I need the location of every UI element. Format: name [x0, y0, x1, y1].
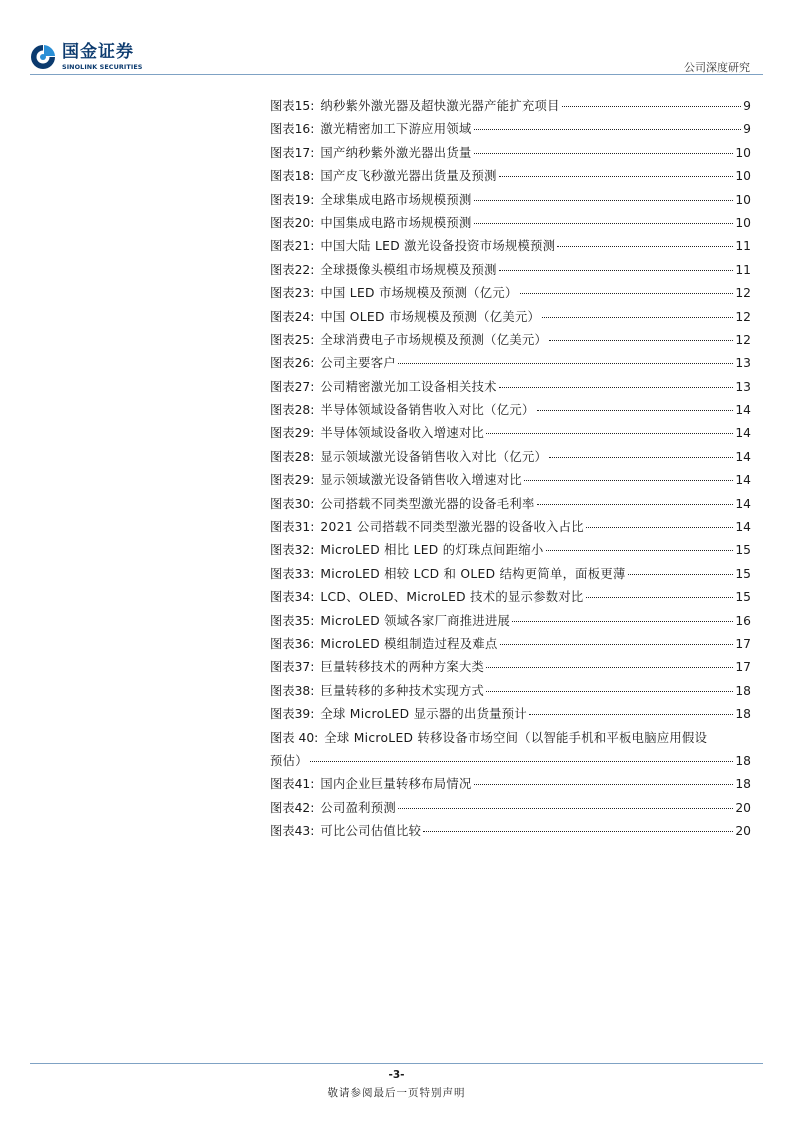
toc-entry-page: 20 [735, 824, 751, 839]
toc-entry[interactable] [270, 257, 751, 280]
sinolink-logo-icon [30, 44, 56, 70]
toc-entry-title: 国内企业巨量转移布局情况 [320, 777, 472, 792]
toc-entry[interactable] [270, 93, 751, 116]
leader-dots [500, 644, 734, 645]
toc-entry-title: 可比公司估值比较 [320, 824, 422, 839]
toc-entry-page: 15 [735, 543, 751, 558]
footer-disclaimer: 敬请参阅最后一页特别声明 [327, 1087, 466, 1099]
toc-entry-title: 全球集成电路市场规模预测 [320, 192, 472, 207]
toc-entry-label: 图表42: [270, 800, 315, 815]
toc-entry-title: 国产纳秒紫外激光器出货量 [320, 145, 472, 160]
leader-dots [562, 106, 741, 107]
toc-entry-page: 17 [735, 660, 751, 675]
brand-name-cn: 国金证券 [62, 42, 134, 62]
toc-entry-title: 公司盈利预测 [320, 800, 396, 815]
toc-entry-title: 纳秒紫外激光器及超快激光器产能扩充项目 [320, 99, 560, 113]
toc-entry-page: 14 [735, 473, 751, 488]
toc-entry[interactable] [270, 397, 751, 420]
toc-entry-page: 17 [735, 636, 751, 651]
toc-entry-label: 图表18: [270, 169, 315, 184]
toc-entry[interactable] [270, 631, 751, 654]
toc-entry-title: 巨量转移技术的两种方案大类 [320, 660, 485, 675]
toc-entry-label: 图表23: [270, 286, 315, 301]
toc-entry-label: 图表21: [270, 239, 315, 254]
toc-entry-title: 巨量转移的多种技术实现方式 [320, 683, 485, 698]
toc-entry-label: 图表33: [270, 566, 315, 581]
leader-dots [499, 270, 734, 271]
toc-entry-page: 13 [735, 356, 751, 371]
leader-dots [512, 621, 733, 622]
leader-dots [549, 340, 733, 341]
toc-entry-page: 16 [735, 613, 751, 628]
toc-entry[interactable] [270, 116, 751, 139]
toc-entry[interactable] [270, 537, 751, 560]
toc-entry[interactable] [270, 280, 751, 303]
toc-entry-label: 图表27: [270, 379, 315, 394]
toc-entry-page: 14 [735, 520, 751, 535]
toc-entry[interactable] [270, 701, 751, 724]
toc-entry-label: 图表29: [270, 426, 315, 441]
leader-dots [423, 831, 733, 832]
leader-dots [486, 667, 733, 668]
toc-entry-page: 10 [735, 192, 751, 207]
leader-dots [542, 317, 733, 318]
toc-entry-title: 全球消费电子市场规模及预测（亿美元） [320, 332, 548, 347]
toc-entry-page: 10 [735, 169, 751, 184]
toc-entry-label: 图表41: [270, 777, 315, 792]
toc-entry-title: 公司搭载不同类型激光器的设备毛利率 [320, 496, 535, 511]
toc-entry-label: 图表22: [270, 262, 315, 277]
leader-dots [474, 153, 734, 154]
toc-entry-page: 12 [735, 332, 751, 347]
toc-entry[interactable] [270, 233, 751, 256]
page-number: -3- [388, 1069, 405, 1081]
toc-entry[interactable] [270, 467, 751, 490]
toc-entry-page: 10 [735, 145, 751, 160]
toc-entry-page: 13 [735, 379, 751, 394]
leader-dots [474, 784, 734, 785]
leader-dots [398, 363, 733, 364]
toc-entry-page: 15 [735, 590, 751, 605]
toc-entry-title-continued: 预估） [270, 753, 308, 768]
leader-dots [310, 761, 734, 762]
leader-dots [499, 387, 734, 388]
toc-entry-title: 全球 MicroLED 显示器的出货量预计 [320, 707, 527, 722]
toc-entry[interactable] [270, 514, 751, 537]
toc-entry-page: 18 [735, 683, 751, 698]
toc-entry-title: 中国集成电路市场规模预测 [320, 215, 472, 230]
toc-entry-page: 11 [735, 262, 751, 277]
leader-dots [520, 293, 734, 294]
brand-logo [30, 44, 143, 70]
toc-entry-page: 15 [735, 566, 751, 581]
toc-entry-page: 9 [743, 122, 751, 137]
toc-entry[interactable] [270, 140, 751, 163]
toc-entry-label: 图表26: [270, 356, 315, 371]
leader-dots [398, 808, 733, 809]
toc-entry[interactable] [270, 818, 751, 841]
toc-entry[interactable] [270, 491, 751, 514]
toc-entry-title: MicroLED 领域各家厂商推进进展 [320, 613, 511, 628]
footer-divider [30, 1063, 763, 1064]
leader-dots [524, 480, 733, 481]
toc-entry[interactable] [270, 561, 751, 584]
toc-entry[interactable] [270, 350, 751, 373]
toc-entry-title: 公司主要客户 [320, 356, 396, 371]
toc-entry-page: 18 [735, 777, 751, 792]
report-type: 公司深度研究 [684, 61, 750, 74]
toc-entry-page: 18 [735, 707, 751, 722]
leader-dots [586, 527, 734, 528]
toc-entry-label: 图表31: [270, 520, 315, 535]
leader-dots [474, 129, 742, 130]
toc-entry-title: 显示领域激光设备销售收入对比（亿元） [320, 449, 548, 464]
toc-entry-title: MicroLED 相比 LED 的灯珠点间距缩小 [320, 543, 544, 558]
toc-entry[interactable] [270, 771, 751, 794]
toc-entry[interactable] [270, 163, 751, 186]
leader-dots [474, 200, 734, 201]
toc-entry-label: 图表36: [270, 636, 315, 651]
toc-entry[interactable] [270, 187, 751, 210]
toc-entry-label: 图表32: [270, 543, 315, 558]
toc-entry[interactable] [270, 678, 751, 701]
toc-entry[interactable] [270, 210, 751, 233]
toc-entry-title: 半导体领域设备收入增速对比 [320, 426, 485, 441]
leader-dots [546, 550, 734, 551]
toc-entry[interactable] [270, 654, 751, 677]
toc-entry-label: 图表39: [270, 707, 315, 722]
toc-entry-label: 图表24: [270, 309, 315, 324]
toc-entry-title: MicroLED 相较 LCD 和 OLED 结构更简单，面板更薄 [320, 566, 626, 581]
toc-entry-title: 国产皮飞秒激光器出货量及预测 [320, 169, 497, 184]
toc-entry-title: 显示领域激光设备销售收入增速对比 [320, 473, 522, 488]
leader-dots [474, 223, 734, 224]
toc-entry-page: 14 [735, 403, 751, 418]
toc-entry-label: 图表38: [270, 683, 315, 698]
toc-entry-label: 图表28: [270, 403, 315, 418]
leader-dots [486, 433, 733, 434]
leader-dots [557, 246, 733, 247]
toc-entry-label: 图表34: [270, 590, 315, 605]
toc-entry[interactable] [270, 420, 751, 443]
toc-entry[interactable] [270, 374, 751, 397]
toc-entry[interactable] [270, 444, 751, 467]
toc-entry-page: 9 [743, 99, 751, 113]
toc-entry-label: 图表30: [270, 496, 315, 511]
toc-entry-label: 图表37: [270, 660, 315, 675]
toc-entry-title: 半导体领域设备销售收入对比（亿元） [320, 403, 535, 418]
toc-entry-title: 全球摄像头模组市场规模及预测 [320, 262, 497, 277]
toc-entry-label: 图表25: [270, 332, 315, 347]
toc-entry-label: 图表43: [270, 824, 315, 839]
toc-entry-title: 激光精密加工下游应用领域 [320, 122, 472, 137]
toc-entry-label: 图表 40: [270, 730, 319, 745]
header-divider [30, 74, 763, 75]
figure-index-list [270, 93, 751, 842]
toc-entry-page: 20 [735, 800, 751, 815]
toc-entry-label: 图表19: [270, 192, 315, 207]
toc-entry-label: 图表16: [270, 122, 315, 137]
toc-entry-label: 图表29: [270, 473, 315, 488]
leader-dots [628, 574, 734, 575]
toc-entry[interactable] [270, 795, 751, 818]
leader-dots [499, 176, 734, 177]
leader-dots [529, 714, 733, 715]
leader-dots [549, 457, 733, 458]
toc-entry-page: 14 [735, 496, 751, 511]
toc-entry-title: LCD、OLED、MicroLED 技术的显示参数对比 [320, 590, 584, 605]
toc-entry-title: 中国大陆 LED 激光设备投资市场规模预测 [320, 239, 556, 254]
toc-entry-label: 图表28: [270, 449, 315, 464]
toc-entry-label: 图表15: [270, 99, 315, 113]
toc-entry[interactable] [270, 725, 751, 772]
toc-entry-label: 图表20: [270, 215, 315, 230]
toc-entry-title: 公司精密激光加工设备相关技术 [320, 379, 497, 394]
brand-name-en: SINOLINK SECURITIES [62, 63, 143, 71]
toc-entry-label: 图表17: [270, 145, 315, 160]
toc-entry-page: 12 [735, 286, 751, 301]
toc-entry[interactable] [270, 327, 751, 350]
toc-entry-title: 2021 公司搭载不同类型激光器的设备收入占比 [320, 520, 584, 535]
toc-entry-title: 中国 OLED 市场规模及预测（亿美元） [320, 309, 541, 324]
leader-dots [486, 691, 733, 692]
toc-entry-title: MicroLED 模组制造过程及难点 [320, 636, 498, 651]
toc-entry[interactable] [270, 608, 751, 631]
toc-entry-page: 10 [735, 215, 751, 230]
toc-entry-title: 全球 MicroLED 转移设备市场空间（以智能手机和平板电脑应用假设 [324, 730, 708, 745]
leader-dots [537, 504, 734, 505]
toc-entry[interactable] [270, 304, 751, 327]
toc-entry-page: 14 [735, 449, 751, 464]
toc-entry[interactable] [270, 584, 751, 607]
leader-dots [537, 410, 734, 411]
page-header [0, 0, 793, 80]
leader-dots [586, 597, 734, 598]
toc-entry-page: 14 [735, 426, 751, 441]
toc-entry-label: 图表35: [270, 613, 315, 628]
toc-entry-title: 中国 LED 市场规模及预测（亿元） [320, 286, 518, 301]
toc-entry-page: 11 [735, 239, 751, 254]
toc-entry-page: 12 [735, 309, 751, 324]
toc-entry-page: 18 [735, 753, 751, 768]
